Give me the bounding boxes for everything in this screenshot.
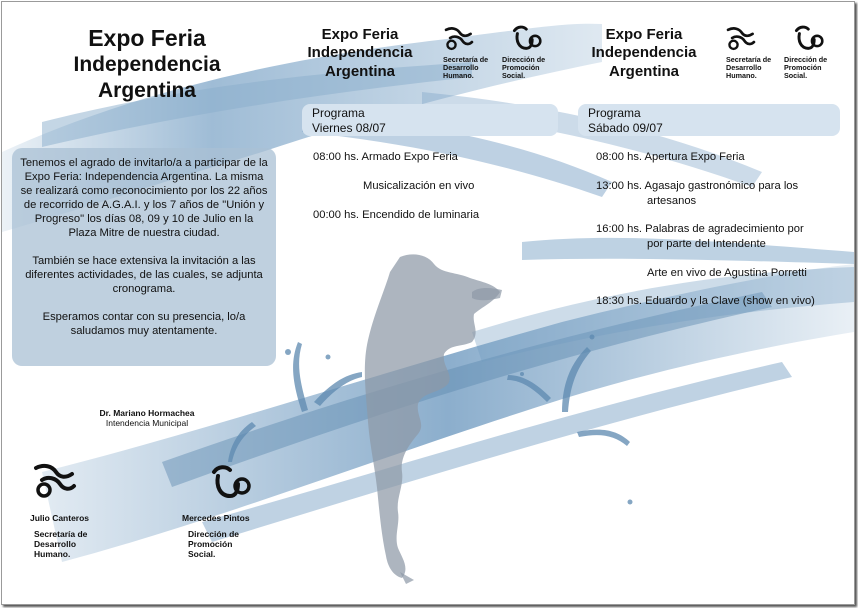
- right-program-day: Sábado 09/07: [588, 120, 663, 135]
- sig-right-role-line-2: Promoción: [188, 539, 233, 549]
- middle-logo1-caption: [443, 56, 488, 80]
- right-item-5: por parte del Intendente: [647, 238, 766, 250]
- sig-right-role: [188, 529, 239, 559]
- middle-logo2-caption-line-2: Promoción: [502, 63, 540, 72]
- left-title-line-2: Independencia: [73, 53, 221, 77]
- mayor-name: Dr. Mariano Hormachea: [99, 408, 195, 418]
- right-item-4: 16:00 hs. Palabras de agradecimiento por: [596, 223, 804, 235]
- invitation-box: [12, 148, 276, 366]
- right-title-line-1: Expo Feria: [605, 26, 683, 43]
- sig-left-role-line-3: Humano.: [34, 549, 71, 559]
- right-program-header: [578, 104, 840, 136]
- right-item-6: Arte en vivo de Agustina Porretti: [647, 267, 807, 279]
- right-logo1-caption-line-1: Secretaría de: [726, 55, 772, 64]
- sig-left-role-line-2: Desarrollo: [34, 539, 77, 549]
- invitation-text: [20, 156, 268, 352]
- right-title-line-3: Argentina: [608, 62, 679, 80]
- right-title: [584, 26, 704, 81]
- invitation-paragraph-1: Tenemos el agrado de invitarlo/a a participar de la Expo Feria: Independencia Argentina. La misma se realizará como reconocimiento por los 22 años de recorrido de A.G.A.I. y los 7 años de "Unión y Progreso" los días 08, 09 y 10 de Julio en la Plaza Mitre de nuestra ciudad.: [20, 157, 268, 239]
- middle-promocion-logo-icon: [510, 22, 544, 54]
- invitation-paragraph-3: Esperamos contar con su presencia, lo/a saludamos muy atentamente.: [42, 311, 246, 337]
- middle-item-1: 08:00 hs. Armado Expo Feria: [313, 151, 458, 163]
- left-title-line-1: Expo Feria: [88, 25, 206, 51]
- right-item-2: 13:00 hs. Agasajo gastronómico para los: [596, 180, 799, 192]
- right-promocion-logo-icon: [792, 22, 826, 54]
- right-logo2-caption-line-3: Social.: [784, 71, 808, 80]
- right-desarrollo-logo-icon: [724, 22, 758, 54]
- sig-right-role-line-3: Social.: [188, 549, 216, 559]
- sig-right-role-line-1: Dirección de: [188, 529, 240, 539]
- right-logo1-caption: [726, 56, 771, 80]
- right-title-line-2: Independencia: [591, 44, 697, 62]
- sig-left-name: Julio Canteros: [30, 513, 90, 523]
- mayor-role: Intendencia Municipal: [105, 418, 189, 428]
- middle-desarrollo-logo-icon: [442, 22, 476, 54]
- right-logo2-caption-line-1: Dirección de: [784, 55, 828, 64]
- mayor-signature: [82, 408, 212, 428]
- right-program-label: Programa: [588, 106, 641, 120]
- left-title-line-3: Argentina: [97, 78, 196, 102]
- middle-title-line-3: Argentina: [324, 62, 395, 80]
- middle-program-day: Viernes 08/07: [312, 120, 386, 135]
- invitation-paragraph-2: También se hace extensiva la invitación a las diferentes actividades, de las cuales, se adjunta cronograma.: [25, 255, 263, 295]
- middle-logo1-caption-line-1: Secretaría de: [443, 55, 489, 64]
- middle-title: [300, 26, 420, 81]
- middle-program-label: Programa: [312, 106, 365, 120]
- middle-logo2-caption: [502, 56, 545, 80]
- promocion-social-logo-icon: [208, 462, 254, 502]
- sig-left-role-line-1: Secretaría de: [34, 529, 88, 539]
- right-item-1: 08:00 hs. Apertura Expo Feria: [596, 151, 745, 163]
- desarrollo-humano-logo-icon: [30, 460, 80, 500]
- middle-item-2: Musicalización en vivo: [363, 180, 475, 192]
- middle-title-line-1: Expo Feria: [321, 26, 399, 43]
- middle-logo1-caption-line-3: Humano.: [443, 71, 474, 80]
- middle-logo1-caption-line-2: Desarrollo: [443, 63, 479, 72]
- left-title: [42, 24, 252, 103]
- sig-right-name: Mercedes Pintos: [182, 513, 250, 523]
- middle-program-header: [302, 104, 558, 136]
- middle-item-3: 00:00 hs. Encendido de luminaria: [313, 209, 480, 221]
- right-logo1-caption-line-3: Humano.: [726, 71, 757, 80]
- right-logo1-caption-line-2: Desarrollo: [726, 63, 762, 72]
- middle-title-line-2: Independencia: [307, 44, 413, 62]
- right-item-7: 18:30 hs. Eduardo y la Clave (show en vivo): [596, 295, 815, 307]
- right-logo2-caption: [784, 56, 827, 80]
- middle-logo2-caption-line-3: Social.: [502, 71, 526, 80]
- right-item-3: artesanos: [647, 195, 697, 207]
- sig-left-role: [34, 529, 87, 559]
- flyer-page: [1, 1, 855, 605]
- middle-logo2-caption-line-1: Dirección de: [502, 55, 546, 64]
- right-logo2-caption-line-2: Promoción: [784, 63, 822, 72]
